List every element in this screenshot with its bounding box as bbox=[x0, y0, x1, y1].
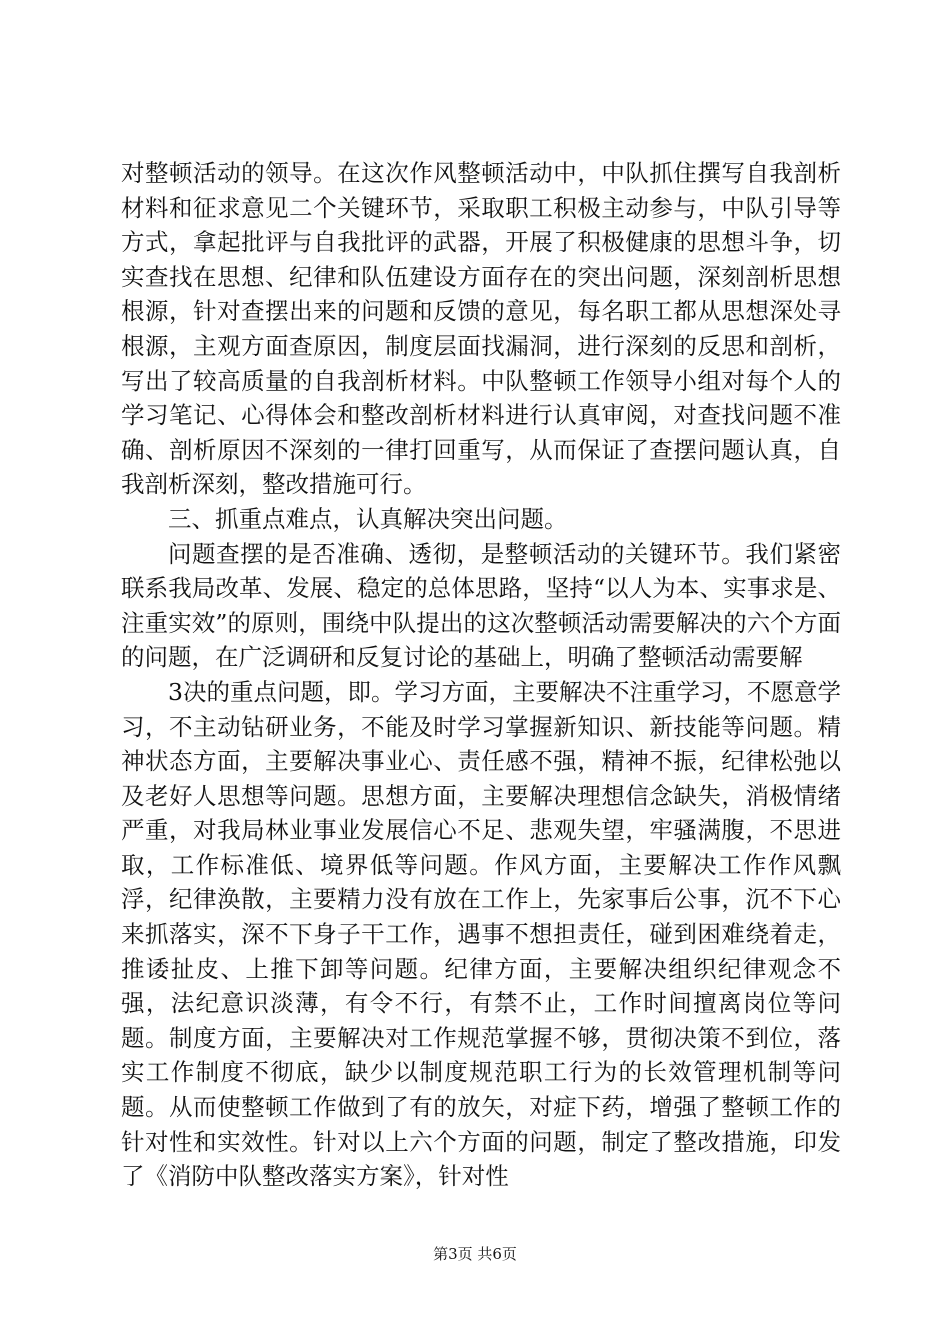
section-heading: 三、抓重点难点，认真解决突出问题。 bbox=[168, 504, 568, 533]
paragraph: 3决的重点问题，即。学习方面，主要解决不注重学习，不愿意学习，不主动钻研业务，不能及时学习掌握新知识、新技能等问题。精神状态方面，主要解决事业心、责任感不强，精神不振，纪律松弛以及老好人思想等问题。思想方面，主要解决理想信念缺失，消极情绪严重，对我局林业事业发展信心不足、悲观失望，牢骚满腹，不思进取，工作标准低、境界低等问题。作风方面，主要解决工作作风飘浮，纪律涣散，主要精力没有放在工作上，先家事后公事，沉不下心来抓落实，深不下身子干工作，遇事不想担责任，碰到困难绕着走，推诿扯皮、上推下卸等问题。纪律方面，主要解决组织纪律观念不强，法纪意识淡薄，有令不行，有禁不止，工作时间擅离岗位等问题。制度方面，主要解决对工作规范掌握不够，贯彻决策不到位，落实工作制度不彻底，缺少以制度规范职工行为的长效管理机制等问题。从而使整顿工作做到了有的放矢，对症下药，增强了整顿工作的针对性和实效性。针对以上六个方面的问题，制定了整改措施，印发了《消防中队整改落实方案》，针对性 bbox=[121, 677, 841, 1191]
page-number-footer: 第3页 共6页 bbox=[433, 1245, 517, 1263]
paragraph: 问题查摆的是否准确、透彻，是整顿活动的关键环节。我们紧密联系我局改革、发展、稳定的总体思路，坚持“以人为本、实事求是、注重实效”的原则，围绕中队提出的这次整顿活动需要解决的六个方面的问题，在广泛调研和反复讨论的基础上，明确了整顿活动需要解 bbox=[121, 539, 841, 672]
paragraph-continuation: 对整顿活动的领导。在这次作风整顿活动中，中队抓住撰写自我剖析材料和征求意见二个关键环节，采取职工积极主动参与，中队引导等方式，拿起批评与自我批评的武器，开展了积极健康的思想斗争，切实查找在思想、纪律和队伍建设方面存在的突出问题，深刻剖析思想根源，针对查摆出来的问题和反馈的意见，每名职工都从思想深处寻根源，主观方面查原因，制度层面找漏洞，进行深刻的反思和剖析，写出了较高质量的自我剖析材料。中队整顿工作领导小组对每个人的学习笔记、心得体会和整改剖析材料进行认真审阅，对查找问题不准确、剖析原因不深刻的一律打回重写，从而保证了查摆问题认真，自我剖析深刻，整改措施可行。 bbox=[121, 159, 841, 499]
document-body bbox=[121, 156, 841, 1194]
